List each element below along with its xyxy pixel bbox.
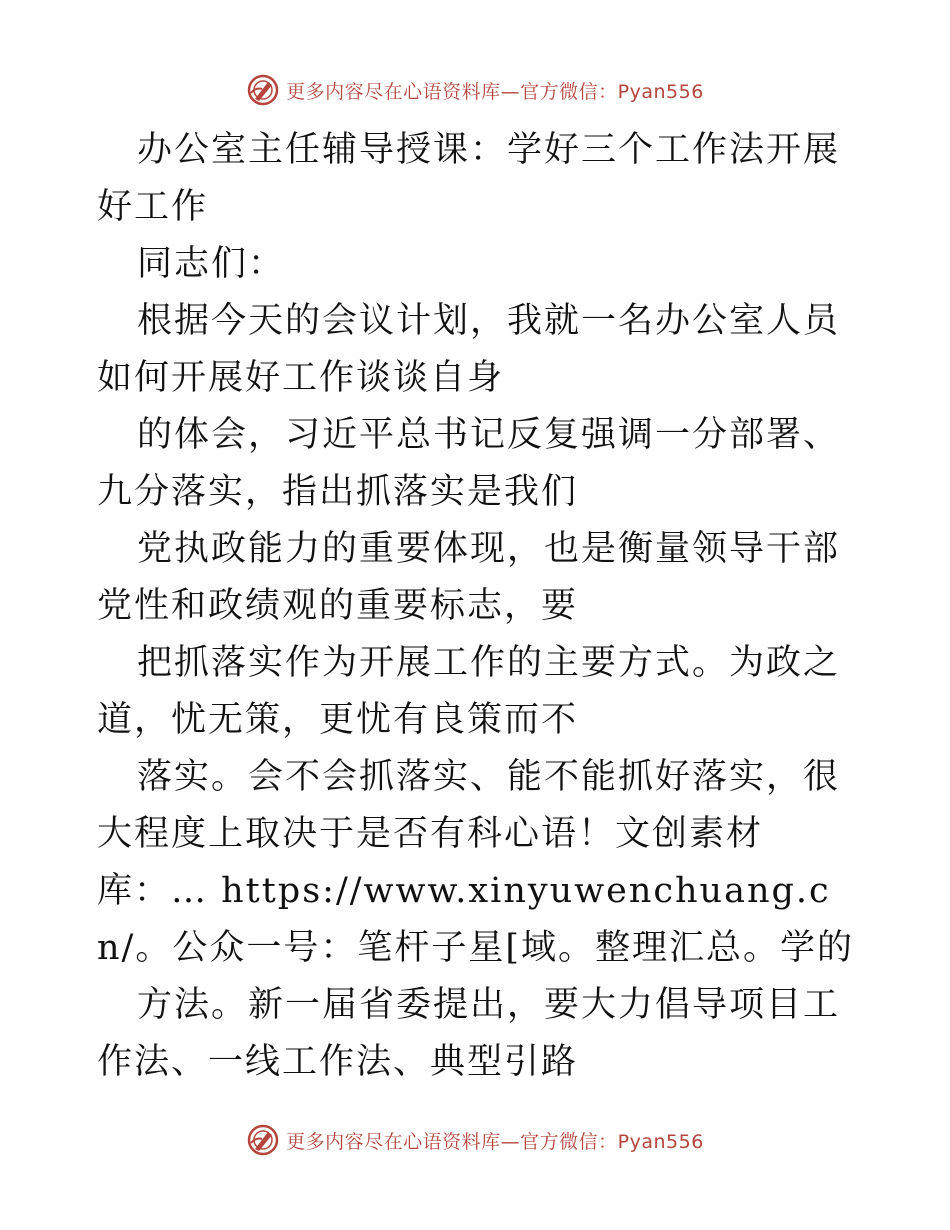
paragraph: 把抓落实作为开展工作的主要方式。为政之道，忧无策，更忧有良策而不 [97,643,841,740]
salutation: 同志们： [137,244,286,284]
paragraph: 的体会，习近平总书记反复强调一分部署、九分落实，指出抓落实是我们 [97,415,841,512]
paragraph: 党执政能力的重要体现，也是衡量领导干部党性和政绩观的重要标志，要 [97,529,841,626]
document-title: 办公室主任辅导授课：学好三个工作法开展好工作 [97,130,841,227]
paragraph: 落实。会不会抓落实、能不能抓好落实，很大程度上取决于是否有科心语！文创素材库：… https://www.xinyuwenchuang.cn/。公众一号：笔杆子星[域。整理汇总。学的 [97,757,854,968]
paragraph: 方法。新一届省委提出，要大力倡导项目工作法、一线工作法、典型引路 [97,985,841,1082]
pen-nib-logo-icon [246,1123,280,1157]
document-body [97,122,857,1091]
pen-nib-logo-icon [246,73,280,107]
watermark-text: 更多内容尽在心语资料库—官方微信：Pyan556 [286,80,704,103]
footer-watermark [0,1120,950,1160]
watermark-text: 更多内容尽在心语资料库—官方微信：Pyan556 [286,1130,704,1153]
header-watermark [0,70,950,110]
paragraph: 根据今天的会议计划，我就一名办公室人员如何开展好工作谈谈自身 [97,301,841,398]
